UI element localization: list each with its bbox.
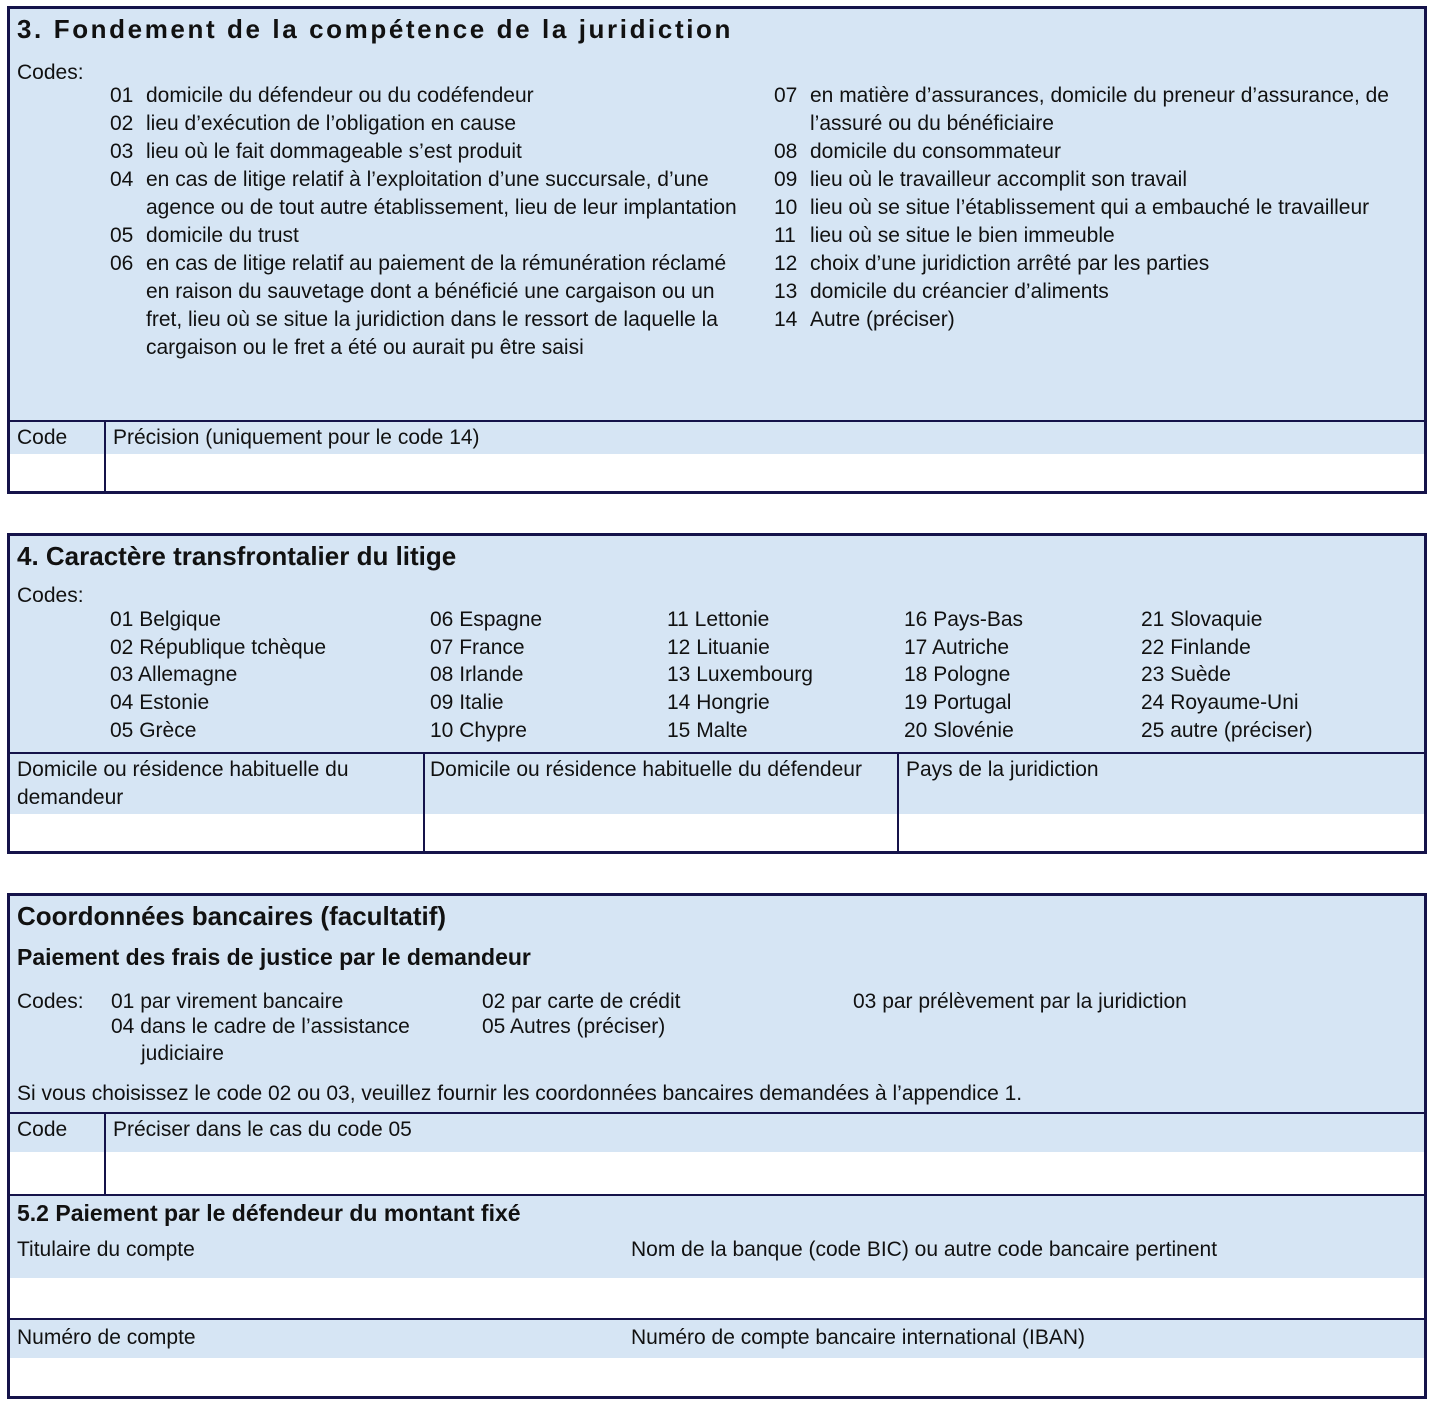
country-column [667,606,904,744]
codes-label: Codes: [17,61,84,84]
code-description: domicile du consommateur [810,140,1061,163]
code-number: 12 [774,252,798,275]
precision-field [104,422,1424,491]
code-description: en cas de litige relatif au paiement de la rémunération réclamé en raison du sauvetage dont a bénéficié une cargaison ou un fret, lieu où se situe la juridiction dans le ressort de laquelle la cargaison ou le fret a été ou aurait pu être saisi [146,252,727,359]
account-number-label: Numéro de compte [17,1326,196,1349]
pay-code-04: 04 dans le cadre de l’assistance [111,1015,410,1038]
code-description: en matière d’assurances, domicile du preneur d’assurance, de l’assuré ou du bénéficiaire [810,84,1389,135]
court-fees-subtitle: Paiement des frais de justice par le demandeur [17,944,531,970]
account-iban-labels [10,1318,1424,1358]
code-preciser-table [10,1112,1424,1194]
code-number: 06 [110,252,134,275]
country-code-item: 21 Slovaquie [1141,608,1263,631]
country-column [430,606,667,744]
country-code-item: 23 Suède [1141,663,1231,687]
section-3-title: 3. Fondement de la compétence de la juridiction [17,14,733,44]
code-item [774,82,1433,138]
court-country-field [897,754,1424,851]
code-number: 01 [110,84,134,107]
code-description: lieu où le fait dommageable s’est produit [146,140,522,163]
court-country-label: Pays de la juridiction [899,754,1424,814]
code-item [110,110,740,138]
country-code-item: 13 Luxembourg [667,663,813,687]
pay-code-01: 01 par virement bancaire [111,990,344,1013]
country-column [1141,606,1421,744]
pay-code-04-continued: judiciaire [141,1042,224,1065]
code-item [110,250,740,362]
code-description: en cas de litige relatif à l’exploitation d’une succursale, d’une agence ou de tout autre établissement, lieu de leur implantation [146,168,737,219]
country-code-item: 22 Finlande [1141,635,1251,659]
codes-label: Codes: [17,990,84,1013]
section-4-cross-border [7,533,1427,854]
country-code-item: 01 Belgique [110,608,221,631]
code-item [774,138,1433,166]
code-number: 07 [774,84,798,107]
code-description: domicile du défendeur ou du codéfendeur [146,84,534,107]
section-3-jurisdiction-basis [7,6,1427,494]
country-code-item: 04 Estonie [110,691,210,715]
code-description: domicile du créancier d’aliments [810,280,1109,303]
country-code-item: 12 Lituanie [667,635,770,659]
code-description: lieu d’exécution de l’obligation en cause [146,112,517,135]
code-item [774,250,1433,278]
domicile-table [10,752,1424,851]
country-code-item: 08 Irlande [430,663,524,687]
code-input[interactable] [10,1152,104,1194]
country-column [904,606,1141,744]
bank-details-title: Coordonnées bancaires (facultatif) [17,901,447,931]
iban-label: Numéro de compte bancaire international (IBAN) [631,1326,1086,1349]
code-number: 04 [110,168,134,191]
country-code-item: 19 Portugal [904,691,1012,715]
codes-label: Codes: [17,584,84,607]
country-code-item: 25 autre (préciser) [1141,718,1313,742]
pay-code-05: 05 Autres (préciser) [482,1015,666,1038]
country-code-item: 06 Espagne [430,608,543,631]
holder-bank-inputs [10,1278,1424,1318]
code-field [10,422,104,491]
country-code-item: 17 Autriche [904,635,1010,659]
country-code-item: 14 Hongrie [667,691,770,715]
code-number: 02 [110,112,134,135]
code-item [110,138,740,166]
code-item [110,82,740,110]
country-code-item: 05 Grèce [110,718,197,742]
code-description: lieu où se situe l’établissement qui a embauché le travailleur [810,196,1370,219]
bank-details-note: Si vous choisissez le code 02 ou 03, veuillez fournir les coordonnées bancaires demandées à l’appendice 1. [17,1082,1023,1105]
code-description: Autre (préciser) [810,308,955,331]
codes-list-right [774,82,1433,334]
codes-list-left [110,82,740,362]
country-code-item: 02 République tchèque [110,635,327,659]
section-bank-details [7,893,1427,1399]
iban-input[interactable] [624,1358,1424,1396]
code-number: 14 [774,308,798,331]
code-item [110,222,740,250]
country-code-item: 15 Malte [667,718,748,742]
code-number: 08 [774,140,798,163]
holder-bank-labels [10,1234,1424,1278]
bank-name-label: Nom de la banque (code BIC) ou autre code bancaire pertinent [631,1238,1218,1261]
country-column [110,606,430,744]
preciser-field [104,1114,1424,1194]
code-item [110,166,740,222]
code-item [774,306,1433,334]
code-item [774,222,1433,250]
code-item [774,166,1433,194]
code-description: lieu où se situe le bien immeuble [810,224,1115,247]
precision-field-label: Précision (uniquement pour le code 14) [106,422,1424,454]
code-number: 13 [774,280,798,303]
bank-name-input[interactable] [624,1278,1424,1318]
section-5-2-title: 5.2 Paiement par le défendeur du montant fixé [17,1200,521,1226]
account-holder-input[interactable] [10,1278,624,1318]
code-field-label: Code [10,422,104,454]
preciser-input[interactable] [106,1152,1424,1194]
defendant-payment-block [10,1194,1424,1396]
account-number-input[interactable] [10,1358,624,1396]
code-precision-table [10,420,1424,491]
country-code-item: 09 Italie [430,691,504,715]
code-input[interactable] [10,454,104,491]
defendant-domicile-input[interactable] [425,814,897,851]
country-code-item: 18 Pologne [904,663,1011,687]
code-item [774,278,1433,306]
code-number: 05 [110,224,134,247]
code-description: domicile du trust [146,224,299,247]
code-number: 10 [774,196,798,219]
precision-input[interactable] [106,454,1424,491]
country-codes-grid [110,606,1421,744]
code-number: 09 [774,168,798,191]
code-item [774,194,1433,222]
pay-code-03: 03 par prélèvement par la juridiction [853,990,1187,1013]
country-code-item: 20 Slovénie [904,718,1014,742]
code-field [10,1114,104,1194]
country-code-item: 10 Chypre [430,718,527,742]
pay-code-02: 02 par carte de crédit [482,990,681,1013]
code-description: lieu où le travailleur accomplit son travail [810,168,1188,191]
preciser-field-label: Préciser dans le cas du code 05 [106,1114,1424,1152]
code-number: 11 [774,224,796,247]
country-code-item: 24 Royaume-Uni [1141,691,1299,715]
account-holder-label: Titulaire du compte [17,1238,195,1261]
defendant-domicile-label: Domicile ou résidence habituelle du défendeur [425,754,897,814]
country-code-item: 11 Lettonie [667,608,770,631]
country-code-item: 03 Allemagne [110,663,238,687]
claimant-domicile-input[interactable] [10,814,423,851]
account-iban-inputs [10,1358,1424,1396]
claimant-domicile-field [10,754,423,851]
code-description: choix d’une juridiction arrêté par les parties [810,252,1210,275]
code-field-label: Code [10,1114,104,1152]
section-4-title: 4. Caractère transfrontalier du litige [17,541,457,571]
country-code-item: 07 France [430,635,525,659]
claimant-domicile-label: Domicile ou résidence habituelle du demandeur [10,754,423,814]
code-number: 03 [110,140,134,163]
country-code-item: 16 Pays-Bas [904,608,1024,631]
court-country-input[interactable] [899,814,1424,851]
defendant-domicile-field [423,754,897,851]
